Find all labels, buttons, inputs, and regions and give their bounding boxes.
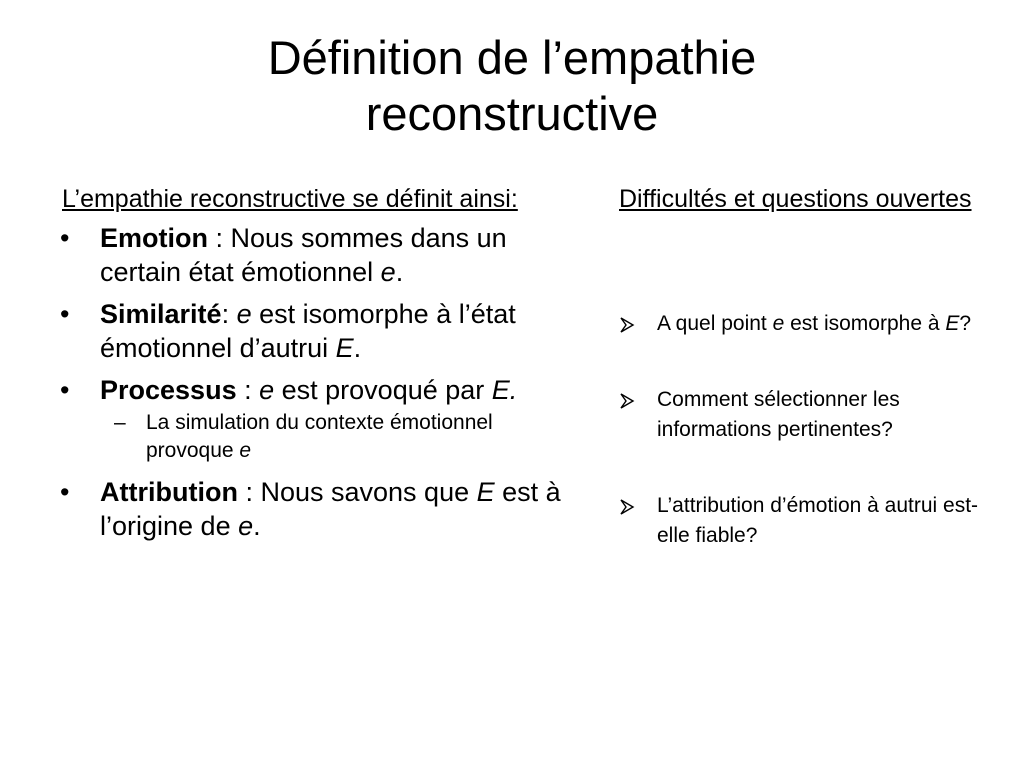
term-attribution: Attribution: [100, 477, 238, 507]
list-item-emotion: • Emotion : Nous sommes dans un certain état émotionnel e.: [60, 223, 507, 287]
list-item-attribution: • Attribution : Nous savons que E est à l’origine de e.: [60, 477, 561, 541]
left-column: [62, 184, 582, 551]
list-item-processus: • Processus : e est provoqué par E.: [60, 375, 518, 405]
title-line-1: Définition de l’empathie: [267, 31, 757, 84]
bullet: •: [60, 223, 70, 253]
left-heading: L’empathie reconstructive se définit ainsi:: [62, 185, 518, 213]
arrowhead-bullet-icon: [619, 393, 635, 409]
slide-title: [0, 30, 1024, 142]
sub-list-item-simulation: – La simulation du contexte émotionnel provoque e: [114, 411, 493, 462]
dash: –: [114, 411, 126, 434]
term-similarite: Similarité: [100, 299, 222, 329]
right-heading: Difficultés et questions ouvertes: [619, 185, 972, 213]
questions-list: [619, 309, 979, 551]
list-item-similarite: • Similarité: e est isomorphe à l’état émotionnel d’autrui E.: [60, 299, 516, 363]
arrowhead-bullet-icon: [619, 499, 635, 515]
term-emotion: Emotion: [100, 223, 208, 253]
definition-list: [62, 221, 582, 543]
bullet: •: [60, 299, 70, 329]
arrowhead-bullet-icon: [619, 317, 635, 333]
title-line-2: reconstructive: [365, 87, 659, 140]
question-item: L’attribution d’émotion à autrui est-elle fiable?: [619, 491, 979, 551]
bullet: •: [60, 375, 70, 405]
question-item: Comment sélectionner les informations pertinentes?: [619, 385, 979, 445]
bullet: •: [60, 477, 70, 507]
right-column: [619, 184, 979, 597]
term-processus: Processus: [100, 375, 237, 405]
question-item: A quel point e est isomorphe à E?: [619, 309, 979, 339]
